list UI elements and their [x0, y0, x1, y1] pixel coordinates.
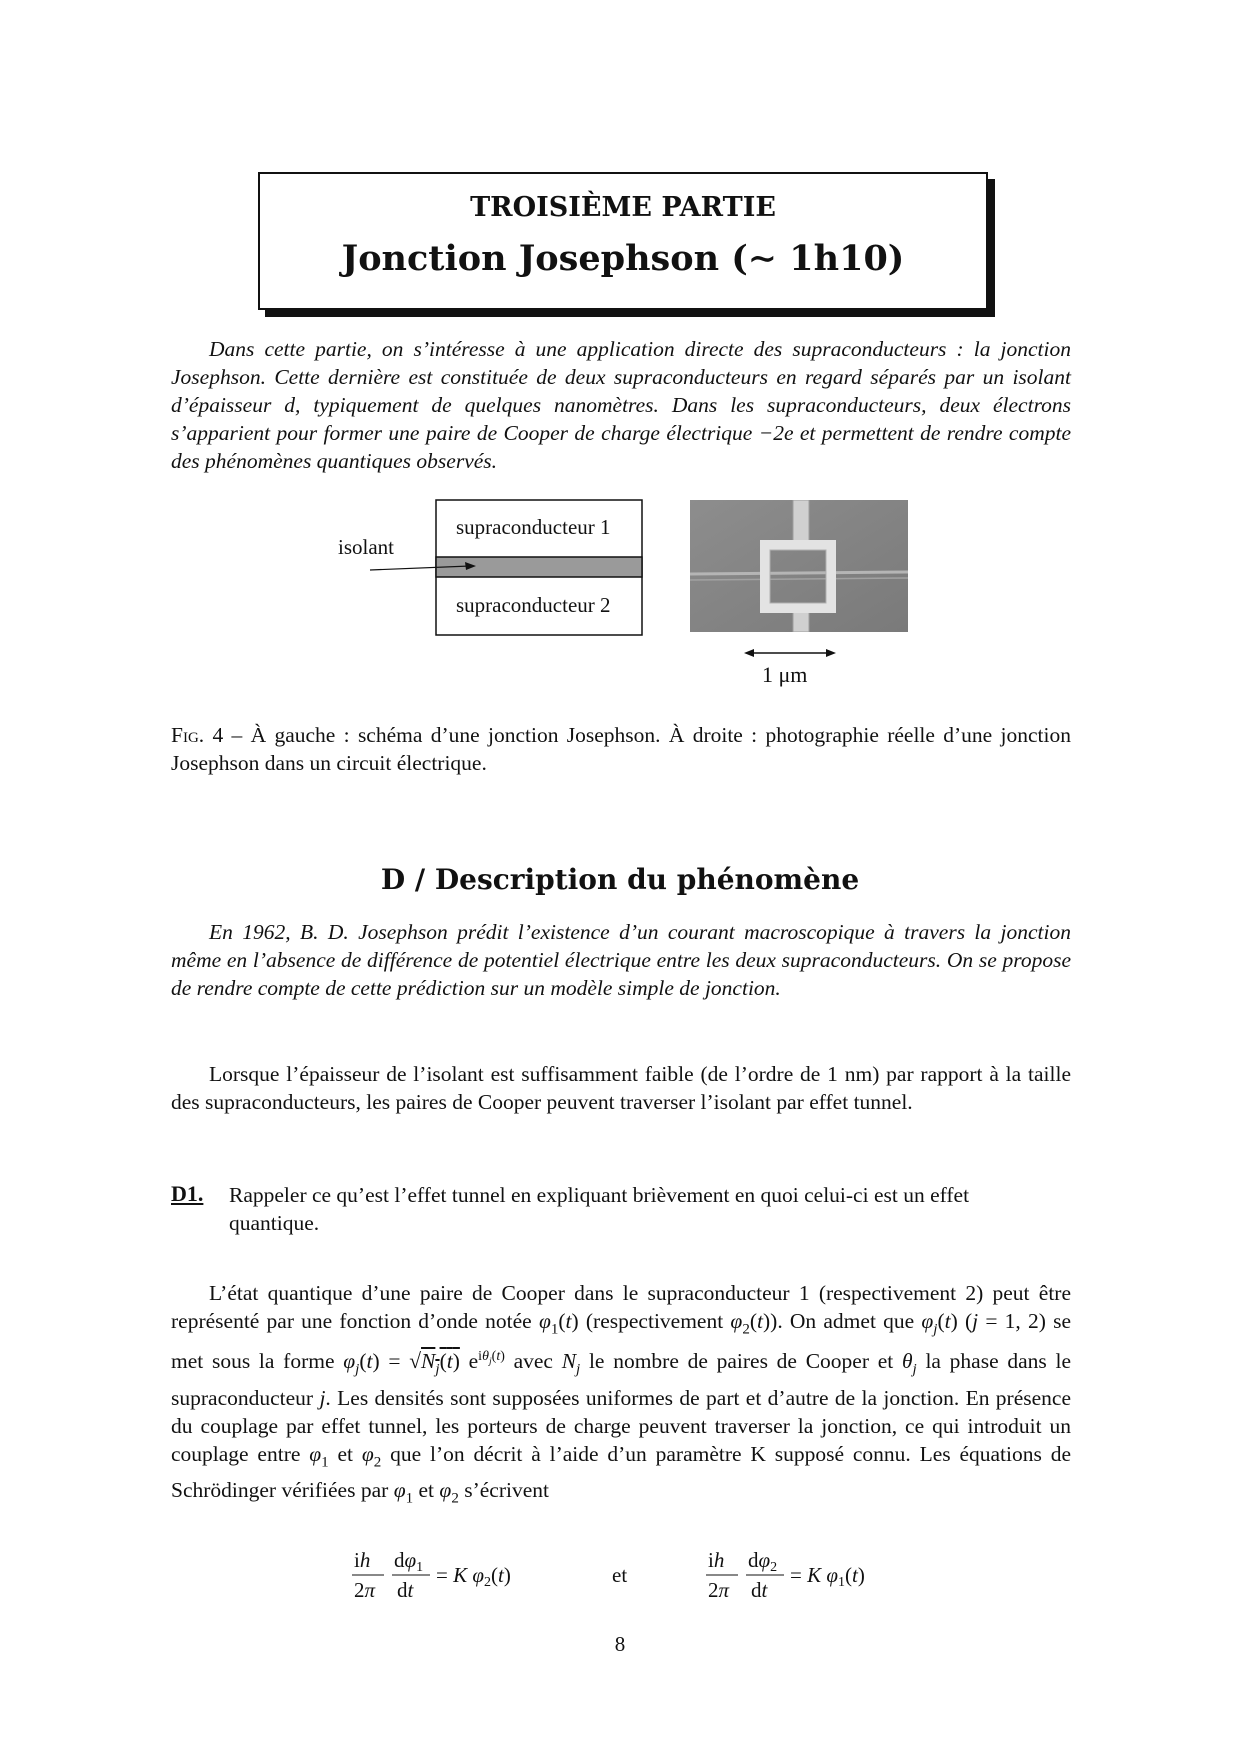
question-label: D1.	[171, 1181, 204, 1206]
label-supraconducteur-1: supraconducteur 1	[456, 515, 611, 539]
scale-bar	[740, 640, 840, 690]
svg-text:2π: 2π	[708, 1578, 730, 1602]
scale-label: 1 μm	[762, 662, 808, 687]
svg-text:dt: dt	[397, 1578, 414, 1602]
intro-paragraph: Dans cette partie, on s’intéresse à une application directe des supraconducteurs : la jonction Josephson. Cette dernière est constituée de deux supraconducteurs en regard séparés par un isolant d’épaisseur d, typiquement de quelques nanomètres. Dans les supraconducteurs, deux électrons s’apparient pour former une paire de Cooper de charge électrique −2e et permettent de rendre compte des phénomènes quantiques observés.	[171, 337, 1071, 473]
svg-text:= K φ1(t): = K φ1(t)	[790, 1563, 865, 1590]
svg-text:= K φ2(t): = K φ2(t)	[436, 1563, 511, 1590]
svg-text:ih: ih	[354, 1548, 371, 1572]
caption-prefix: Fig. 4	[171, 723, 224, 747]
svg-text:dt: dt	[751, 1578, 768, 1602]
part-title-box	[258, 172, 988, 310]
equation-connector: et	[612, 1563, 628, 1587]
question-text: Rappeler ce qu’est l’effet tunnel en expliquant brièvement en quoi celui-ci est un effet quantique.	[229, 1183, 970, 1235]
section-intro: En 1962, B. D. Josephson prédit l’existence d’un courant macroscopique à travers la jonction même en l’absence de différence de potentiel électrique entre les deux supraconducteurs. On se propose de rendre compte de cette prédiction sur un modèle simple de jonction.	[171, 920, 1071, 1000]
page-number: 8	[614, 1632, 626, 1656]
svg-text:ih: ih	[708, 1548, 725, 1572]
paragraph-wavefunction: L’état quantique d’une paire de Cooper dans le supraconducteur 1 (respectivement 2) peut être représenté par une fonction d’onde notée $\varphi_1(t)$ (respectivement $\varphi_2(t)$). On admet que $\varphi_j(t) (j = 1$, 2) se met sous la forme $\varphi_j(t) = √N_j(t)$ $e^{i\theta_j(t)}$ avec $N_j$ le nombre de paires de Cooper et $\theta_j$ la phase dans le supraconducteur j. Les densités sont supposées uniformes de part et d’autre de la jonction. En présence du couplage par effet tunnel, les porteurs de charge peuvent traverser la jonction, ce qui introduit un couplage entre $\varphi_1$ et $\varphi_2$ que l’on décrit à l’aide d’un paramètre K supposé connu. Les équations de Schrödinger vérifiées par $\varphi_1$ et $\varphi_2$ s’écrivent	[171, 1281, 1072, 1507]
part-label: TROISIÈME PARTIE	[470, 192, 776, 223]
paragraph-tunnel: Lorsque l’épaisseur de l’isolant est suffisamment faible (de l’ordre de 1 nm) par rapport à la taille des supraconducteurs, les paires de Cooper peuvent traverser l’isolant par effet tunnel.	[171, 1062, 1071, 1114]
svg-text:dφ1: dφ1	[394, 1548, 424, 1575]
junction-schema	[330, 498, 650, 638]
figure-caption	[171, 721, 1071, 777]
section-heading: D / Description du phénomène	[380, 863, 860, 896]
label-isolant: isolant	[338, 535, 394, 559]
junction-photo	[690, 500, 908, 632]
svg-text:dφ2: dφ2	[748, 1548, 778, 1575]
svg-text:2π: 2π	[354, 1578, 376, 1602]
part-title: Jonction Josephson (∼ 1h10)	[341, 238, 905, 279]
caption-text: – À gauche : schéma d’une jonction Josephson. À droite : photographie réelle d’une jonction Josephson dans un circuit électrique.	[171, 723, 1071, 775]
label-supraconducteur-2: supraconducteur 2	[456, 593, 611, 617]
schrodinger-equations	[350, 1545, 910, 1605]
